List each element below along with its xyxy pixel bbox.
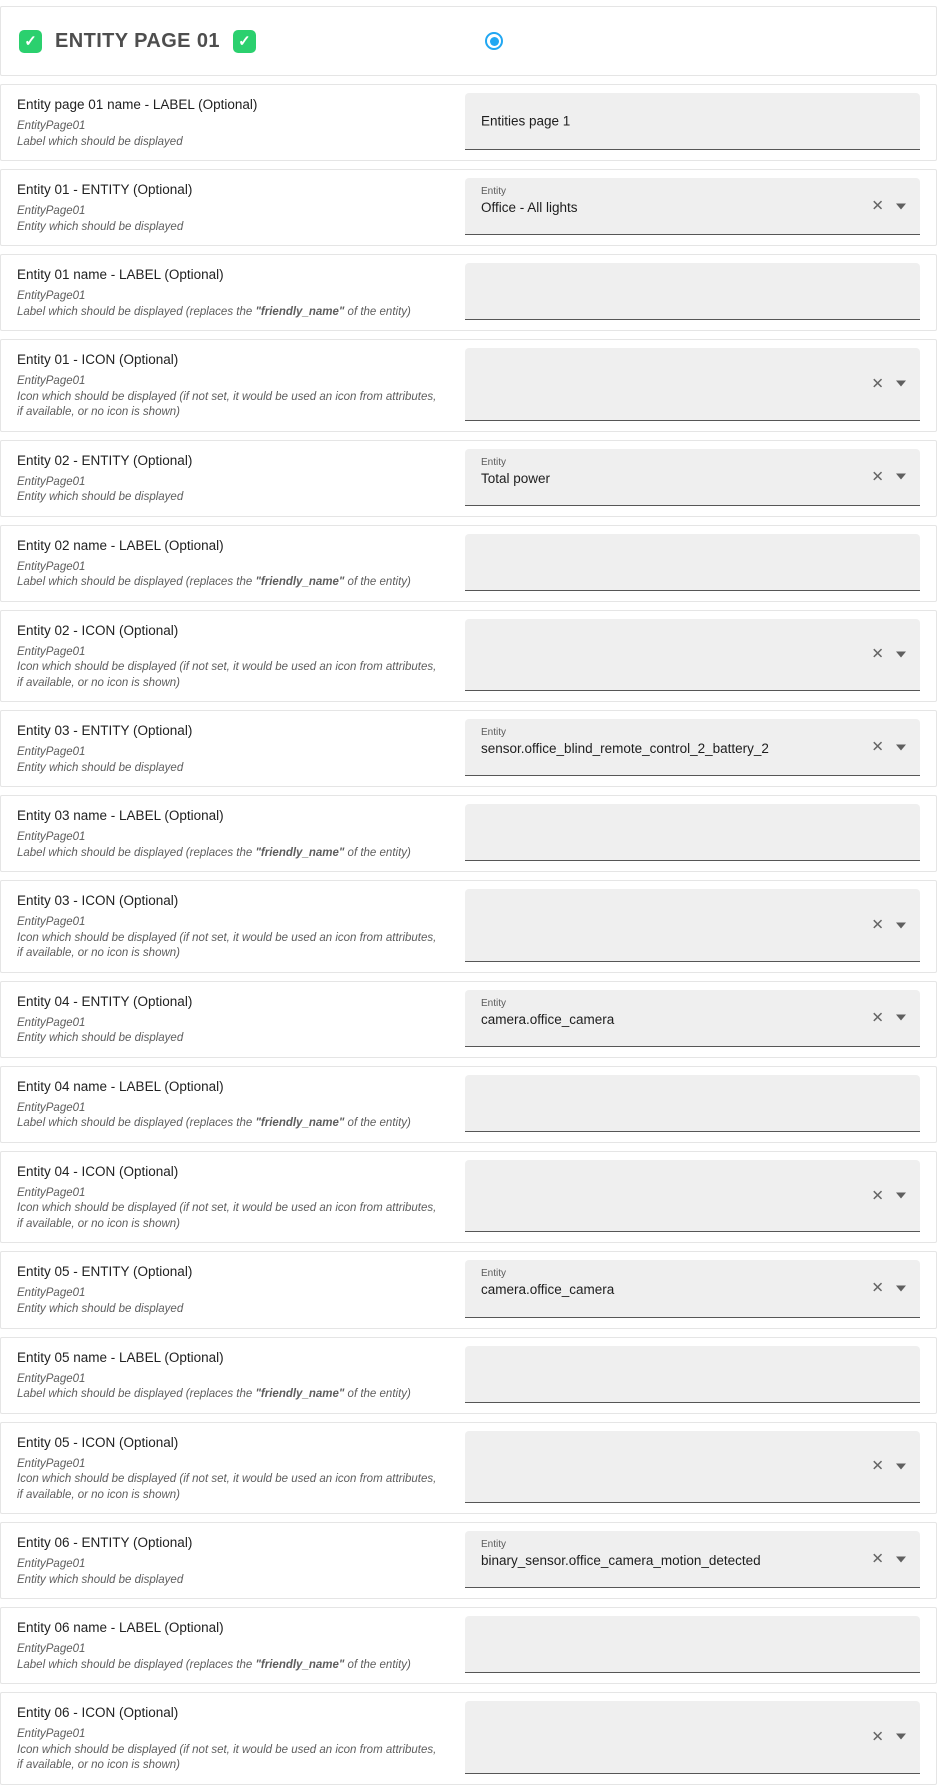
row-description-text: Entity which should be displayed — [17, 1032, 184, 1045]
row-field-area — [465, 1075, 920, 1132]
row-subtitle: EntityPage01 — [17, 1186, 86, 1199]
row-description-block — [17, 1075, 465, 1132]
config-row — [0, 981, 937, 1058]
icon-select[interactable] — [465, 889, 920, 962]
icon-select[interactable] — [465, 1701, 920, 1774]
row-title: Entity 04 name - LABEL (Optional) — [17, 1078, 224, 1094]
row-field-area — [465, 1701, 920, 1774]
config-row — [0, 1522, 937, 1599]
row-field-area — [465, 263, 920, 320]
row-subtitle: EntityPage01 — [17, 1287, 86, 1300]
row-description — [17, 1743, 445, 1774]
row-description — [17, 931, 445, 962]
row-description-text: Label which should be displayed (replaces the — [17, 1388, 256, 1401]
entity-select[interactable] — [465, 178, 920, 235]
row-field-area — [465, 719, 920, 776]
clear-icon[interactable]: ✕ — [871, 645, 884, 663]
row-description — [17, 1658, 445, 1674]
dropdown-arrow-icon[interactable] — [896, 922, 906, 928]
config-row — [0, 440, 937, 517]
row-description-block — [17, 178, 465, 235]
row-description — [17, 1387, 445, 1403]
entity-select-label: Entity — [481, 456, 507, 468]
row-description — [17, 490, 445, 506]
row-description-block — [17, 1431, 465, 1504]
row-description — [17, 761, 445, 777]
config-row — [0, 1607, 937, 1684]
entity-select[interactable] — [465, 449, 920, 506]
row-title: Entity 01 name - LABEL (Optional) — [17, 267, 224, 283]
config-row — [0, 339, 937, 432]
clear-icon[interactable]: ✕ — [871, 1728, 884, 1746]
row-title: Entity 03 - ENTITY (Optional) — [17, 723, 193, 739]
text-input[interactable] — [465, 1616, 920, 1673]
row-description-text: Entity which should be displayed — [17, 761, 184, 774]
row-description-bold: "friendly_name" — [255, 576, 345, 589]
row-description — [17, 1573, 445, 1589]
row-field-area — [465, 93, 920, 150]
row-description-text: Entity which should be displayed — [17, 220, 184, 233]
row-description-block — [17, 1701, 465, 1774]
row-title: Entity page 01 name - LABEL (Optional) — [17, 97, 258, 112]
row-description — [17, 305, 445, 321]
config-rows-list — [0, 84, 937, 1785]
row-field-area — [465, 178, 920, 235]
clear-icon[interactable]: ✕ — [871, 1550, 884, 1568]
row-description — [17, 846, 445, 862]
row-description-block — [17, 719, 465, 776]
field-icons — [871, 918, 906, 933]
config-row — [0, 84, 937, 161]
row-description — [17, 1116, 445, 1132]
row-description-tail: of the entity) — [344, 1117, 411, 1130]
dropdown-arrow-icon[interactable] — [896, 651, 906, 657]
dropdown-arrow-icon[interactable] — [896, 474, 906, 480]
entity-select-value: camera.office_camera — [481, 1011, 615, 1027]
dropdown-arrow-icon[interactable] — [896, 1285, 906, 1291]
row-title: Entity 05 - ICON (Optional) — [17, 1434, 179, 1450]
entity-select[interactable] — [465, 1531, 920, 1588]
page-title: ENTITY PAGE 01 — [55, 29, 220, 52]
row-description-block — [17, 990, 465, 1047]
dropdown-arrow-icon[interactable] — [896, 381, 906, 387]
text-input[interactable] — [465, 263, 920, 320]
row-title: Entity 02 name - LABEL (Optional) — [17, 537, 224, 553]
clear-icon[interactable]: ✕ — [871, 1009, 884, 1027]
icon-select[interactable] — [465, 348, 920, 421]
config-row — [0, 1337, 937, 1414]
row-field-area — [465, 449, 920, 506]
row-description-text: Icon which should be displayed (if not set, it would be used an icon from attributes, if available, or no icon is shown) — [17, 1202, 437, 1230]
row-subtitle: EntityPage01 — [17, 560, 86, 573]
row-description-bold: "friendly_name" — [255, 305, 345, 318]
field-icons — [871, 199, 906, 214]
icon-select[interactable] — [465, 1160, 920, 1233]
config-row — [0, 169, 937, 246]
row-title: Entity 05 - ENTITY (Optional) — [17, 1264, 193, 1280]
row-description-bold: "friendly_name" — [255, 1117, 345, 1130]
row-description-text: Icon which should be displayed (if not set, it would be used an icon from attributes, if available, or no icon is shown) — [17, 1473, 437, 1501]
row-title: Entity 06 - ICON (Optional) — [17, 1705, 179, 1721]
row-description — [17, 1302, 445, 1318]
config-row — [0, 710, 937, 787]
checkbox-checked-icon-right[interactable]: ✓ — [233, 30, 256, 53]
row-description-text: Label which should be displayed (replaces the — [17, 576, 256, 589]
row-description-text: Entity which should be displayed — [17, 491, 184, 504]
icon-select[interactable] — [465, 619, 920, 692]
row-description-tail: of the entity) — [344, 305, 411, 318]
entity-select[interactable] — [465, 719, 920, 776]
entity-select-label: Entity — [481, 727, 507, 739]
config-row — [0, 1422, 937, 1515]
row-title: Entity 06 - ENTITY (Optional) — [17, 1535, 193, 1551]
row-title: Entity 04 - ENTITY (Optional) — [17, 993, 193, 1009]
text-input[interactable] — [465, 1075, 920, 1132]
checkbox-checked-icon-left[interactable]: ✓ — [19, 30, 42, 53]
entity-select[interactable] — [465, 990, 920, 1047]
row-description-block — [17, 1260, 465, 1317]
row-field-area — [465, 1431, 920, 1504]
row-subtitle: EntityPage01 — [17, 1016, 86, 1029]
dropdown-arrow-icon[interactable] — [896, 1193, 906, 1199]
row-subtitle: EntityPage01 — [17, 831, 86, 844]
dropdown-arrow-icon[interactable] — [896, 744, 906, 750]
row-description-text: Label which should be displayed (replaces the — [17, 1117, 256, 1130]
config-row — [0, 795, 937, 872]
row-subtitle: EntityPage01 — [17, 205, 86, 218]
dropdown-arrow-icon[interactable] — [896, 1734, 906, 1740]
entity-page-header — [0, 6, 937, 76]
text-input[interactable] — [465, 1346, 920, 1403]
dropdown-arrow-icon[interactable] — [896, 1463, 906, 1469]
row-field-area — [465, 1346, 920, 1403]
row-description-text: Label which should be displayed (replaces the — [17, 846, 256, 859]
row-description-block — [17, 1160, 465, 1233]
field-icons — [871, 376, 906, 391]
row-description-block — [17, 1531, 465, 1588]
row-description-text: Entity which should be displayed — [17, 1302, 184, 1315]
row-subtitle: EntityPage01 — [17, 1372, 86, 1385]
entity-select-value: Total power — [481, 470, 551, 486]
entity-select-value: sensor.office_blind_remote_control_2_battery_2 — [481, 741, 769, 757]
row-description-tail: of the entity) — [344, 576, 411, 589]
row-subtitle: EntityPage01 — [17, 746, 86, 759]
row-field-area — [465, 889, 920, 962]
row-description-text: Icon which should be displayed (if not set, it would be used an icon from attributes, if available, or no icon is shown) — [17, 661, 437, 689]
text-input[interactable] — [465, 534, 920, 591]
row-description-text: Label which should be displayed — [17, 135, 183, 148]
row-description-block — [17, 804, 465, 861]
row-description — [17, 575, 445, 591]
row-subtitle: EntityPage01 — [17, 475, 86, 488]
row-title: Entity 02 - ICON (Optional) — [17, 622, 179, 638]
entity-select-value: binary_sensor.office_camera_motion_detected — [481, 1553, 761, 1569]
config-row — [0, 1066, 937, 1143]
row-description-text: Entity which should be displayed — [17, 1573, 184, 1586]
row-description — [17, 1201, 445, 1232]
row-field-area — [465, 804, 920, 861]
row-title: Entity 05 name - LABEL (Optional) — [17, 1349, 224, 1365]
row-field-area — [465, 990, 920, 1047]
row-description — [17, 135, 445, 151]
clear-icon[interactable]: ✕ — [871, 1279, 884, 1297]
row-description-block — [17, 534, 465, 591]
row-subtitle: EntityPage01 — [17, 1457, 86, 1470]
row-description-text: Icon which should be displayed (if not set, it would be used an icon from attributes, if available, or no icon is shown) — [17, 390, 437, 419]
row-subtitle: EntityPage01 — [17, 916, 86, 929]
dropdown-arrow-icon[interactable] — [896, 1556, 906, 1562]
row-description-block — [17, 449, 465, 506]
row-description-block — [17, 619, 465, 692]
row-subtitle: EntityPage01 — [17, 645, 86, 658]
row-description-block — [17, 93, 465, 150]
entity-select-label: Entity — [481, 1539, 507, 1551]
row-field-area — [465, 348, 920, 421]
dropdown-arrow-icon[interactable] — [896, 1015, 906, 1021]
row-field-area — [465, 1616, 920, 1673]
config-row — [0, 610, 937, 703]
clear-icon[interactable]: ✕ — [871, 468, 884, 486]
row-description-tail: of the entity) — [344, 846, 411, 859]
row-description-block — [17, 889, 465, 962]
clear-icon[interactable]: ✕ — [871, 738, 884, 756]
row-description-tail: of the entity) — [344, 1658, 411, 1671]
row-subtitle: EntityPage01 — [17, 1558, 86, 1571]
row-subtitle: EntityPage01 — [17, 1643, 86, 1656]
row-description-block — [17, 1346, 465, 1403]
field-icons — [871, 1459, 906, 1474]
row-description — [17, 1472, 445, 1503]
row-field-area — [465, 1531, 920, 1588]
clear-icon[interactable]: ✕ — [871, 197, 884, 215]
field-icons — [871, 740, 906, 755]
row-description-block — [17, 1616, 465, 1673]
row-title: Entity 01 - ICON (Optional) — [17, 352, 179, 368]
entity-select-label: Entity — [481, 997, 507, 1009]
entity-select-value: Office - All lights — [481, 200, 578, 216]
field-icons — [871, 647, 906, 662]
row-description — [17, 1031, 445, 1047]
radio-dot — [490, 37, 499, 46]
row-title: Entity 03 name - LABEL (Optional) — [17, 808, 224, 824]
row-description-bold: "friendly_name" — [255, 1658, 345, 1671]
entity-select[interactable] — [465, 1260, 920, 1317]
row-subtitle: EntityPage01 — [17, 120, 86, 132]
row-description-bold: "friendly_name" — [255, 846, 345, 859]
field-icons — [871, 1188, 906, 1203]
row-description-tail: of the entity) — [344, 1388, 411, 1401]
row-subtitle: EntityPage01 — [17, 375, 86, 388]
config-row — [0, 525, 937, 602]
row-description — [17, 220, 445, 236]
row-description-text: Icon which should be displayed (if not set, it would be used an icon from attributes, if available, or no icon is shown) — [17, 931, 437, 960]
row-description-text: Label which should be displayed (replaces the — [17, 305, 256, 318]
entity-select-value: camera.office_camera — [481, 1282, 615, 1298]
row-title: Entity 06 name - LABEL (Optional) — [17, 1620, 224, 1636]
text-input[interactable] — [465, 93, 920, 150]
dropdown-arrow-icon[interactable] — [896, 203, 906, 209]
row-description-text: Label which should be displayed (replaces the — [17, 1658, 256, 1671]
row-title: Entity 02 - ENTITY (Optional) — [17, 452, 193, 468]
row-subtitle: EntityPage01 — [17, 290, 86, 303]
entity-select-label: Entity — [481, 1268, 507, 1280]
radio-selected-icon[interactable] — [485, 32, 503, 50]
row-description-text: Icon which should be displayed (if not set, it would be used an icon from attributes, if available, or no icon is shown) — [17, 1743, 437, 1772]
row-field-area — [465, 534, 920, 591]
entity-select-label: Entity — [481, 186, 507, 198]
row-description-bold: "friendly_name" — [255, 1388, 345, 1401]
row-title: Entity 01 - ENTITY (Optional) — [17, 182, 193, 198]
row-description — [17, 390, 445, 421]
config-row — [0, 1151, 937, 1244]
row-subtitle: EntityPage01 — [17, 1101, 86, 1114]
row-title: Entity 03 - ICON (Optional) — [17, 893, 179, 909]
row-title: Entity 04 - ICON (Optional) — [17, 1163, 179, 1179]
field-icons — [871, 1010, 906, 1025]
text-input-value: Entities page 1 — [481, 113, 571, 129]
clear-icon[interactable]: ✕ — [871, 1457, 884, 1475]
clear-icon[interactable]: ✕ — [871, 916, 884, 934]
row-description-block — [17, 348, 465, 421]
config-row — [0, 254, 937, 331]
clear-icon[interactable]: ✕ — [871, 375, 884, 393]
row-description-block — [17, 263, 465, 320]
config-row — [0, 1692, 937, 1785]
field-icons — [871, 469, 906, 484]
clear-icon[interactable]: ✕ — [871, 1187, 884, 1205]
row-field-area — [465, 1260, 920, 1317]
row-subtitle: EntityPage01 — [17, 1728, 86, 1741]
config-row — [0, 880, 937, 973]
row-description — [17, 660, 445, 691]
row-field-area — [465, 619, 920, 692]
text-input[interactable] — [465, 804, 920, 861]
row-field-area — [465, 1160, 920, 1233]
field-icons — [871, 1281, 906, 1296]
field-icons — [871, 1729, 906, 1744]
field-icons — [871, 1552, 906, 1567]
config-row — [0, 1251, 937, 1328]
icon-select[interactable] — [465, 1431, 920, 1504]
